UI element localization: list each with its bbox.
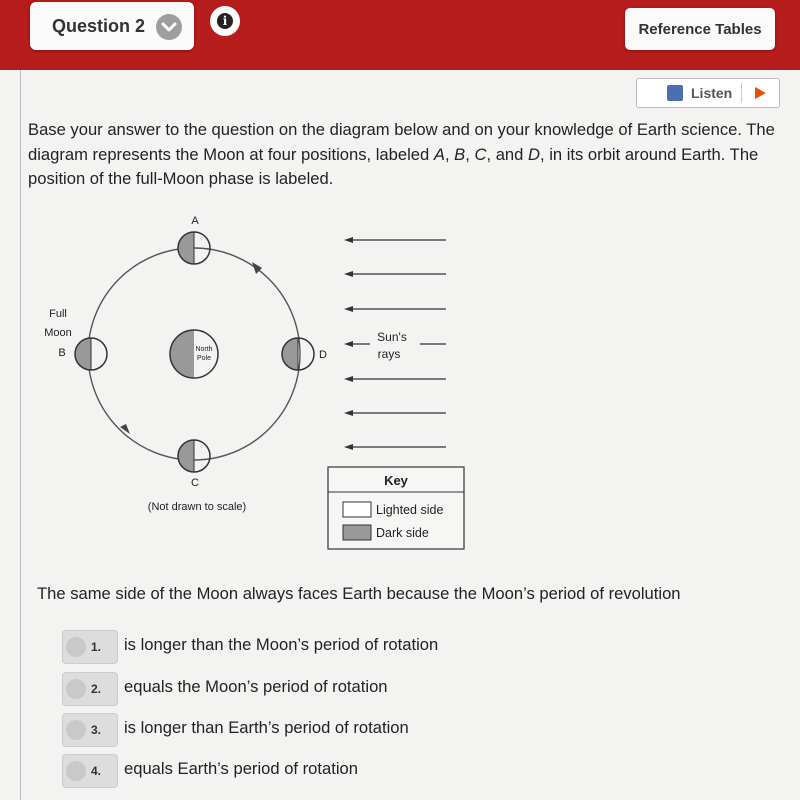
- dark-swatch: [343, 525, 371, 540]
- stem-sep: ,: [444, 144, 455, 164]
- stem-sep: ,: [465, 144, 475, 164]
- answer-choice-4[interactable]: [50, 752, 780, 788]
- label-a: A: [191, 215, 199, 227]
- choice-number: 1.: [91, 640, 102, 654]
- choice-number: 4.: [91, 764, 102, 778]
- radio-button[interactable]: [66, 679, 86, 699]
- label-d: D: [319, 349, 327, 361]
- radio-button[interactable]: [66, 637, 86, 657]
- moon-position-b: [44, 308, 107, 370]
- stem-text-end: , in its orbit around Earth. The position of the full-Moon phase is labeled.: [28, 144, 759, 188]
- question-label: Question 2: [52, 16, 146, 36]
- choice-badge[interactable]: [62, 754, 118, 788]
- choice-text[interactable]: is longer than the Moon’s period of rotation: [124, 635, 439, 654]
- radio-button[interactable]: [66, 761, 86, 781]
- stem-label-a: A: [433, 144, 445, 164]
- key-lighted-label: Lighted side: [376, 503, 444, 517]
- stem-sep: , and: [486, 144, 528, 164]
- choice-number: 3.: [91, 723, 102, 737]
- reference-tables-label: Reference Tables: [638, 21, 762, 38]
- earth: [170, 330, 218, 378]
- stem-text: Base your answer to the question on the diagram below and on your knowledge of Earth science. The diagram represents the Moon at four positions, labeled: [28, 120, 775, 164]
- orbit-arrow: [120, 424, 130, 434]
- answer-choice-1[interactable]: [50, 628, 780, 664]
- full-moon-label-line2: Moon: [44, 327, 72, 339]
- choice-text[interactable]: equals Earth’s period of rotation: [124, 759, 358, 778]
- choice-text[interactable]: is longer than Earth’s period of rotation: [124, 718, 409, 737]
- suns-rays-label-line1: Sun's: [377, 330, 407, 344]
- choice-number: 2.: [91, 682, 102, 696]
- question-text: The same side of the Moon always faces Earth because the Moon’s period of revolution: [37, 584, 681, 603]
- radio-button[interactable]: [66, 720, 86, 740]
- moon-position-a: [178, 215, 210, 264]
- choice-badge[interactable]: [62, 713, 118, 747]
- label-b: B: [58, 347, 66, 359]
- label-c: C: [191, 477, 199, 489]
- key-dark-label: Dark side: [376, 526, 429, 540]
- choice-text[interactable]: equals the Moon’s period of rotation: [124, 677, 388, 696]
- moon-position-d: [282, 338, 327, 370]
- diagram-key: [328, 467, 464, 549]
- north-pole-label-line1: North: [195, 346, 213, 353]
- full-moon-label-line1: Full: [49, 308, 67, 320]
- key-title: Key: [384, 473, 408, 488]
- stem-label-d: D: [528, 144, 540, 164]
- moon-position-c: [178, 440, 210, 489]
- stem-label-c: C: [474, 144, 487, 164]
- choice-badge[interactable]: [62, 672, 118, 706]
- answer-choice-2[interactable]: [50, 670, 780, 706]
- suns-rays-label-line2: rays: [377, 347, 401, 361]
- answer-choice-3[interactable]: [50, 711, 780, 747]
- listen-label: Listen: [691, 85, 733, 101]
- north-pole-label-line2: Pole: [196, 355, 212, 362]
- choice-badge[interactable]: [62, 630, 118, 664]
- info-icon: i: [217, 13, 233, 29]
- scale-note: (Not drawn to scale): [147, 501, 247, 513]
- lighted-swatch: [343, 502, 371, 517]
- stem-label-b: B: [454, 144, 466, 164]
